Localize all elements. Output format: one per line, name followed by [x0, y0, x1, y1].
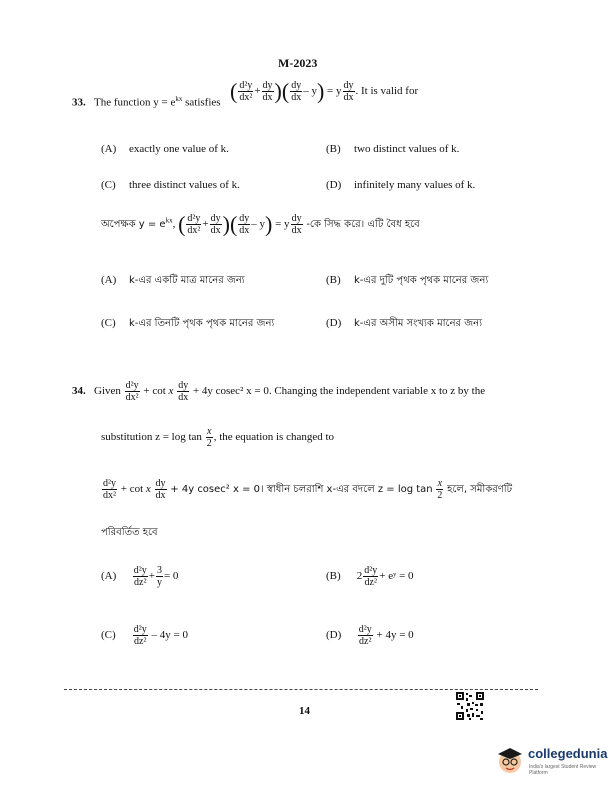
- footer-divider: [64, 689, 538, 690]
- option-label: (C): [101, 629, 116, 642]
- stem-text-mid: satisfies: [182, 96, 221, 109]
- question-33-bengali-stem: অপেক্ষক $y = e^{kx}$, ( $\frac{\text{d²y}}{\text{dx²}}$ + $\frac{dy}{dx}$ )( $\frac{dy}{dx}$ – y) = y $\frac{dy}{dx}$ -কে সিদ্ধ করে। এটি বৈধ হবে: [101, 211, 420, 237]
- option-34-b[interactable]: (B) 2 $\frac{\text{d²y}}{\text{dz²}}$ + eʸ = 0: [326, 565, 414, 588]
- option-label: (D): [326, 179, 342, 191]
- bengali-line2-text: পরিবর্তিত হবে: [101, 527, 158, 538]
- option-label: (C): [101, 317, 116, 329]
- substitution-text: substitution z = log tan: [101, 431, 202, 444]
- option-text: three distinct values of k.: [129, 179, 240, 191]
- bengali-line1-text: + 4y cosec² x = 0। স্বাধীন চলরাশি x-এর বদলে z = log tan: [170, 484, 433, 496]
- graduate-mascot-icon: [495, 745, 525, 775]
- substitution-post: , the equation is changed to: [213, 431, 335, 444]
- option-label: (C): [101, 179, 116, 191]
- option-text: infinitely many values of k.: [354, 179, 476, 191]
- question-34-stem: 34. Given $\frac{\text{d²y}}{\text{dx²}}$ + cot x $\frac{dy}{dx}$ + 4y cosec² x = 0. Changing the independent variable x to z by the: [72, 380, 486, 403]
- option-label: (A): [101, 143, 117, 155]
- bengali-option-33-d[interactable]: [326, 316, 482, 331]
- option-tail: + 4y = 0: [376, 629, 414, 642]
- question-34-bengali-line1: $\frac{\text{d²y}}{\text{dx²}}$ + cot x $\frac{dy}{dx}$ + 4y cosec² x = 0। স্বাধীন চলরাশি x-এর বদলে z = log tan $\frac{x}{2}$ হলে, সমীকরণটি: [103, 478, 513, 501]
- option-33-b[interactable]: [326, 142, 459, 156]
- bengali-stem-text: অপেক্ষক y = e: [101, 219, 166, 231]
- question-34-line2: substitution z = log tan $\frac{x}{2}$ , the equation is changed to: [101, 426, 335, 449]
- bengali-stem-exponent: kx: [165, 216, 173, 225]
- option-text: k-এর একটি মাত্র মানের জন্য: [129, 275, 245, 286]
- option-text: two distinct values of k.: [354, 143, 460, 155]
- bengali-stem-post: -কে সিদ্ধ করে। এটি বৈধ হবে: [306, 219, 420, 231]
- question-number: 34.: [72, 385, 86, 398]
- option-34-c[interactable]: (C) $\frac{\text{d²y}}{\text{dz²}}$ – 4y = 0: [101, 624, 188, 647]
- qr-code-icon: [455, 691, 485, 721]
- option-34-a[interactable]: (A) $\frac{\text{d²y}}{\text{dz²}}$ + $\frac{3}{y}$ = 0: [101, 565, 179, 588]
- stem-text: + 4y cosec² x = 0. Changing the independent variable x to z by the: [192, 385, 486, 398]
- stem-text-post: . It is valid for: [355, 85, 419, 98]
- page-number: 14: [299, 705, 310, 717]
- option-label: (D): [326, 317, 342, 329]
- option-33-d[interactable]: [326, 178, 475, 192]
- option-label: (B): [326, 143, 341, 155]
- question-34-bengali-line2: [101, 525, 158, 540]
- option-text: exactly one value of k.: [129, 143, 229, 155]
- option-tail: + eʸ = 0: [379, 570, 414, 583]
- option-label: (B): [326, 274, 341, 286]
- option-text: k-এর দুটি পৃথক পৃথক মানের জন্য: [354, 275, 489, 286]
- option-text: k-এর তিনটি পৃথক পৃথক মানের জন্য: [129, 318, 275, 329]
- stem-given: Given: [94, 385, 121, 398]
- option-text: k-এর অসীম সংখ্যক মানের জন্য: [354, 318, 483, 329]
- stem-exponent: kx: [175, 95, 183, 103]
- question-33-equation: ( $\frac{\text{d²y}}{\text{dx²}}$ + $\frac{dy}{dx}$ )( $\frac{dy}{dx}$ – y) = y $\frac{dy}{dx}$ . It is valid for: [230, 78, 419, 104]
- bengali-option-33-b[interactable]: [326, 273, 488, 288]
- option-label: (B): [326, 570, 341, 583]
- option-label: (A): [101, 274, 117, 286]
- question-33-stem: [72, 92, 221, 110]
- bengali-line1-end: হলে, সমীকরণটি: [447, 484, 513, 496]
- option-label: (A): [101, 570, 117, 583]
- brand-tagline: India's largest Student Review Platform: [529, 764, 597, 776]
- option-33-a[interactable]: [101, 142, 229, 156]
- bengali-option-33-a[interactable]: [101, 273, 245, 288]
- option-label: (D): [326, 629, 342, 642]
- stem-text: The function y = e: [94, 96, 176, 109]
- collegedunia-logo: [495, 743, 607, 783]
- option-33-c[interactable]: [101, 178, 240, 192]
- page-header-code: M-2023: [278, 56, 318, 70]
- option-tail: – 4y = 0: [151, 629, 188, 642]
- bengali-option-33-c[interactable]: [101, 316, 274, 331]
- option-tail: = 0: [163, 570, 179, 583]
- brand-name: collegedunia: [528, 746, 608, 761]
- option-34-d[interactable]: (D) $\frac{\text{d²y}}{\text{dz²}}$ + 4y = 0: [326, 624, 414, 647]
- question-number: 33.: [72, 96, 86, 109]
